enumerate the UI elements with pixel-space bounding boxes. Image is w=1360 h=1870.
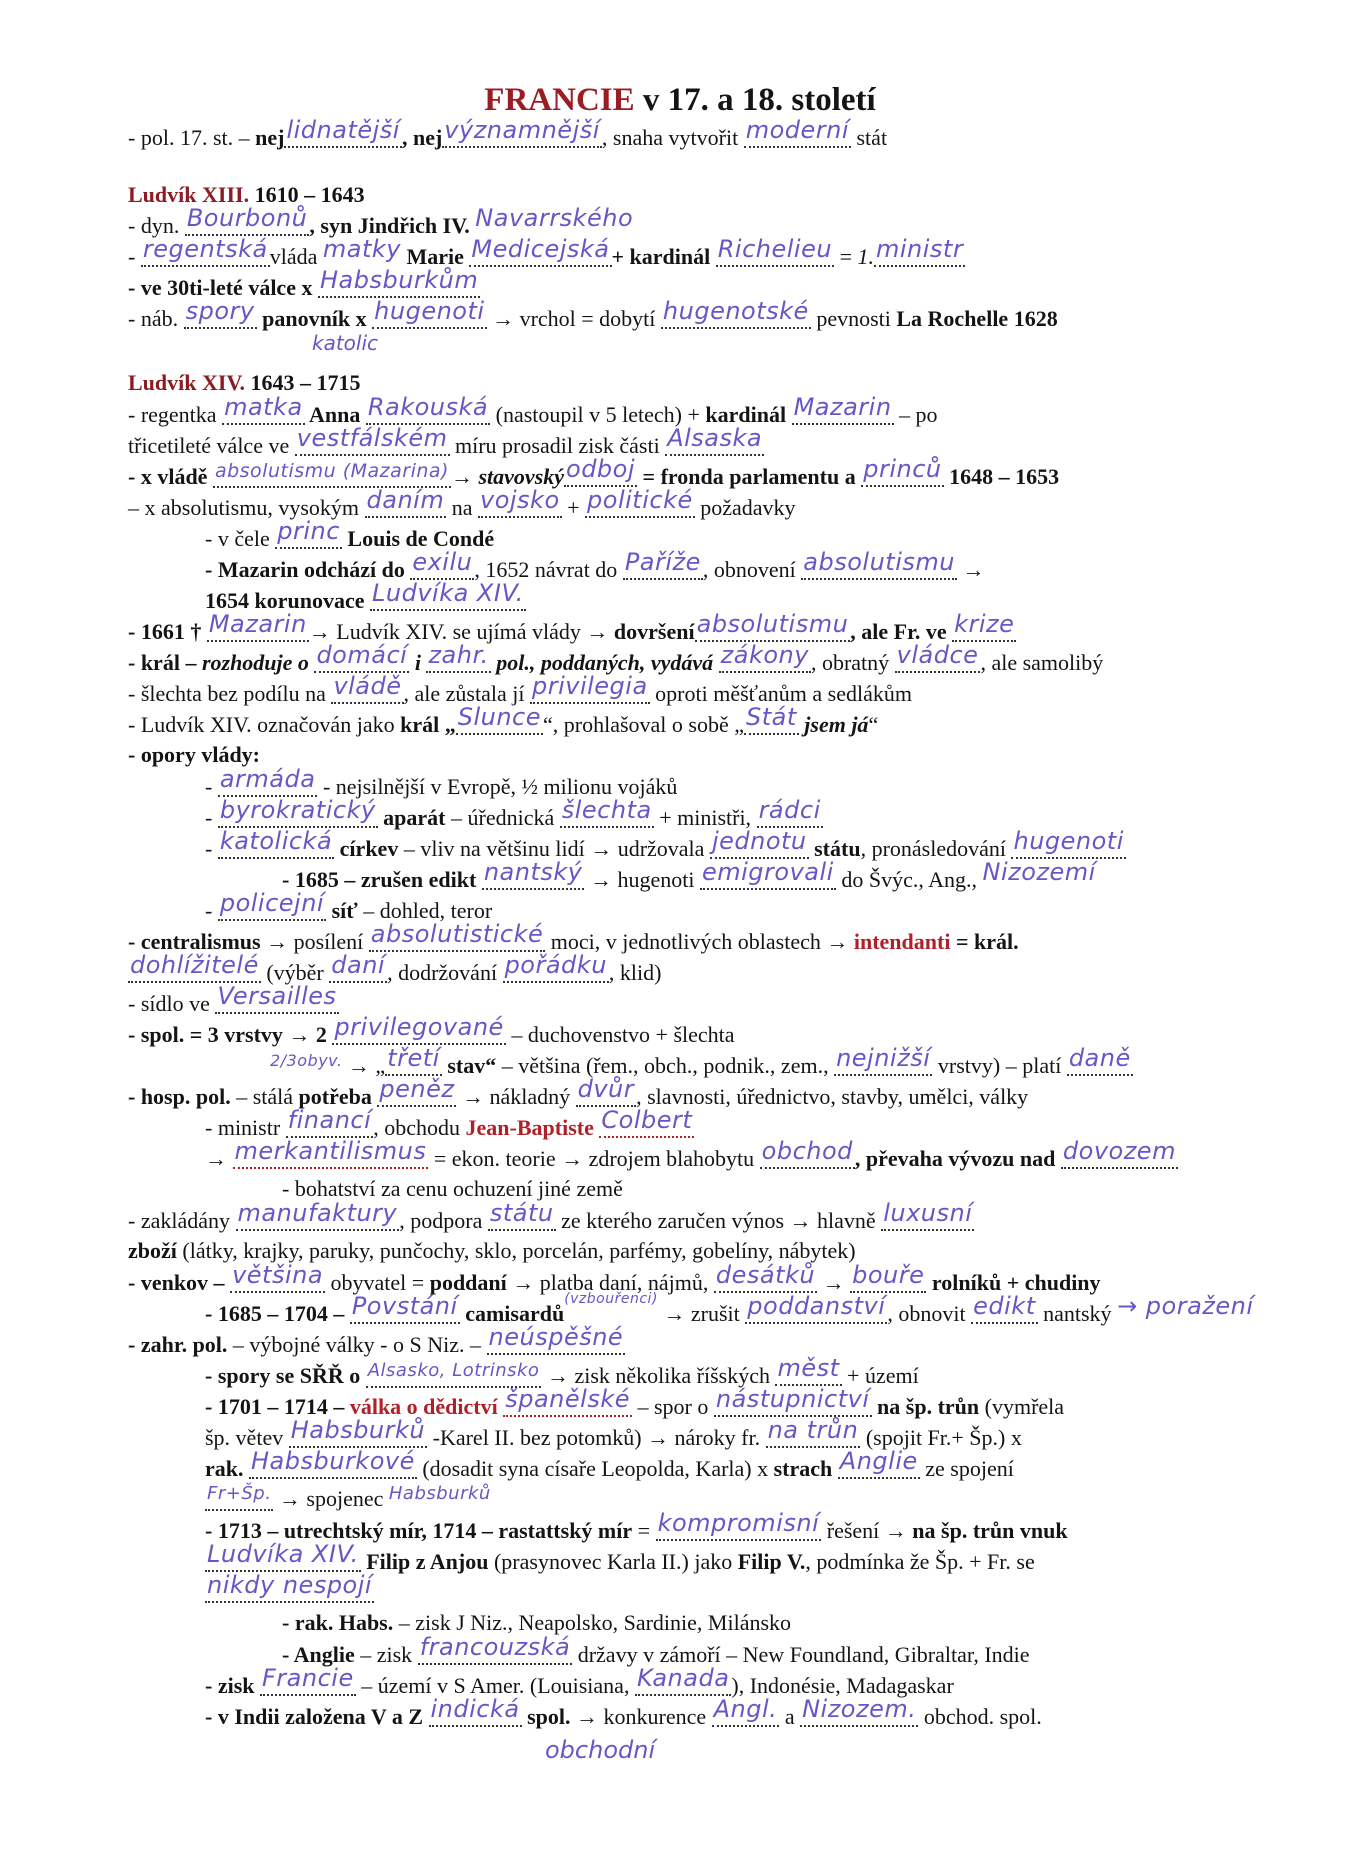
page-title: FRANCIE v 17. a 18. století [484, 82, 876, 118]
text-line: - 1701 – 1714 – válka o dědictví španělské – spor o nástupnictví na šp. trůn (vymřela [205, 1385, 1065, 1419]
text-line: - x vládě absolutismu (Mazarina)→ stavovskýodboj = fronda parlamentu a princů 1648 – 1653 [128, 455, 1060, 489]
text-line: - náb. spory panovník x hugenoti → vrchol = dobytí hugenotské pevnosti La Rochelle 1628 [128, 297, 1058, 331]
text-line: - policejní síť – dohled, teror [205, 889, 493, 923]
text-line: - regentka matka Anna Rakouská (nastoupil v 5 letech) + kardinál Mazarin – po [128, 393, 938, 427]
text-line: - v Indii založena V a Z indická spol. → konkurence Angl. a Nizozem. obchod. spol. [205, 1695, 1042, 1729]
text-line: - zahr. pol. – výbojné války - o S Niz. – neúspěšné [128, 1323, 624, 1357]
text-line: - byrokratický aparát – úřednická šlechta + ministři, rádci [205, 796, 821, 830]
text-line: - hosp. pol. – stálá potřeba peněz → nákladný dvůr, slavnosti, úřednictvo, stavby, umělci, války [128, 1075, 1029, 1109]
text-line: šp. větev Habsburků -Karel II. bez potomků) → nároky fr. na trůn (spojit Fr.+ Šp.) x [205, 1416, 1022, 1450]
text-line: nikdy nespojí [205, 1579, 374, 1606]
text-line: - Ludvík XIV. označován jako král „Slunce“, prohlašoval o sobě „Stát jsem já“ [128, 703, 879, 737]
text-line: zboží (látky, krajky, paruky, punčochy, sklo, porcelán, parfémy, gobelíny, nábytek) [128, 1238, 856, 1263]
text-line: - v čele princ Louis de Condé [205, 517, 495, 551]
text-line: - zisk Francie – území v S Amer. (Louisiana, Kanada), Indonésie, Madagaskar [205, 1664, 954, 1698]
text-line: - 1661 † Mazarin→ Ludvík XIV. se ujímá vlády → dovršeníabsolutismu, ale Fr. ve krize [128, 610, 1015, 644]
text-line: - 1685 – zrušen edikt nantský → hugenoti emigrovali do Švýc., Ang., Nizozemí [282, 858, 1096, 892]
text-line: - armáda - nejsilnější v Evropě, ½ milionu vojáků [205, 765, 678, 799]
text-line: - katolická církev – vliv na většinu lidí → udržovala jednotu státu, pronásledování hugenoti [205, 827, 1124, 861]
text-line: - ve 30ti-leté válce x Habsburkům [128, 266, 479, 300]
text-line: - bohatství za cenu ochuzení jiné země [282, 1176, 623, 1201]
intro-line: - pol. 17. st. – nejlidnatější, nejvýznamnější, snaha vytvořit moderní stát [128, 116, 888, 150]
text-line: - spol. = 3 vrstvy → 2 privilegované – duchovenstvo + šlechta [128, 1013, 735, 1047]
text-line: 1654 korunovace Ludvíka XIV. [205, 579, 524, 613]
text-line: - ministr financí, obchodu Jean-Baptiste Colbert [205, 1106, 693, 1140]
text-line: - spory se SŘŘ o $^{Alsasko, Lotrinsko}$ → zisk několika říšských měst + území [205, 1362, 919, 1391]
text-line: - 1685 – 1704 – Povstání camisardů$^{(vzbouřenci)}$ → zrušit poddanství, obnovit edikt nantský → poražení [205, 1291, 1254, 1326]
text-line: - opory vlády: [128, 742, 260, 767]
handwritten-note: obchodní [545, 1736, 656, 1764]
text-line: - rak. Habs. – zisk J Niz., Neapolsko, Sardinie, Milánsko [282, 1610, 792, 1635]
text-line: - centralismus → posílení absolutistické moci, v jednotlivých oblastech → intendanti = král. [128, 920, 1019, 954]
text-line: třicetileté válce ve vestfálském míru prosadil zisk části Alsaska [128, 424, 763, 458]
section-heading-ludvik-xiv: Ludvík XIV. 1643 – 1715 [128, 370, 361, 395]
text-line: → merkantilismus = ekon. teorie → zdrojem blahobytu obchod, převaha vývozu nad dovozem [205, 1137, 1176, 1171]
text-line: - král – rozhoduje o domácí i zahr. pol., poddaných, vydává zákony, obratný vládce, ale samolibý [128, 641, 1104, 675]
text-line: - zakládány manufaktury, podpora státu ze kterého zaručen výnos → hlavně luxusní [128, 1199, 973, 1233]
text-line: - Mazarin odchází do exilu, 1652 návrat do Paříže, obnovení absolutismu → [205, 548, 985, 582]
text-line: $^{2/3obyv.}$ → „třetí stav“ – většina (řem., obch., podnik., zem., nejnižší vrstvy) – platí daně [270, 1044, 1131, 1078]
text-line: – x absolutismu, vysokým daním na vojsko + politické požadavky [128, 486, 796, 520]
text-line: Ludvíka XIV. Filip z Anjou (prasynovec Karla II.) jako Filip V., podmínka že Šp. + Fr. se [207, 1540, 1035, 1574]
section-heading-ludvik-xiii: Ludvík XIII. 1610 – 1643 [128, 182, 365, 207]
text-line: - Anglie – zisk francouzská državy v zámoří – New Foundland, Gibraltar, Indie [282, 1633, 1030, 1667]
text-line: $^{Fr+Šp.}$ → spojenec $^{Habsburků}$ [205, 1486, 491, 1514]
text-line: - venkov – většina obyvatel = poddaní → platba daní, nájmů, desátků → bouře rolníků + chudiny [128, 1261, 1101, 1295]
text-line: - regentskávláda matky Marie Medicejská+ kardinál Richelieu = 1.ministr [128, 235, 964, 269]
text-line: rak. Habsburkové (dosadit syna císaře Leopolda, Karla) x strach Anglie ze spojení [205, 1447, 1014, 1481]
text-line: - dyn. Bourbonů, syn Jindřich IV. Navarrského [128, 204, 634, 238]
text-line: - sídlo ve Versailles [128, 982, 337, 1016]
text-line: - 1713 – utrechtský mír, 1714 – rastattský mír = kompromisní řešení → na šp. trůn vnuk [205, 1509, 1068, 1543]
text-line: - šlechta bez podílu na vládě, ale zůstala jí privilegia oproti měšťanům a sedlákům [128, 672, 913, 706]
handwritten-note: katolic [312, 331, 379, 355]
text-line: dohlížitelé (výběr daní, dodržování pořádku, klid) [130, 951, 662, 985]
